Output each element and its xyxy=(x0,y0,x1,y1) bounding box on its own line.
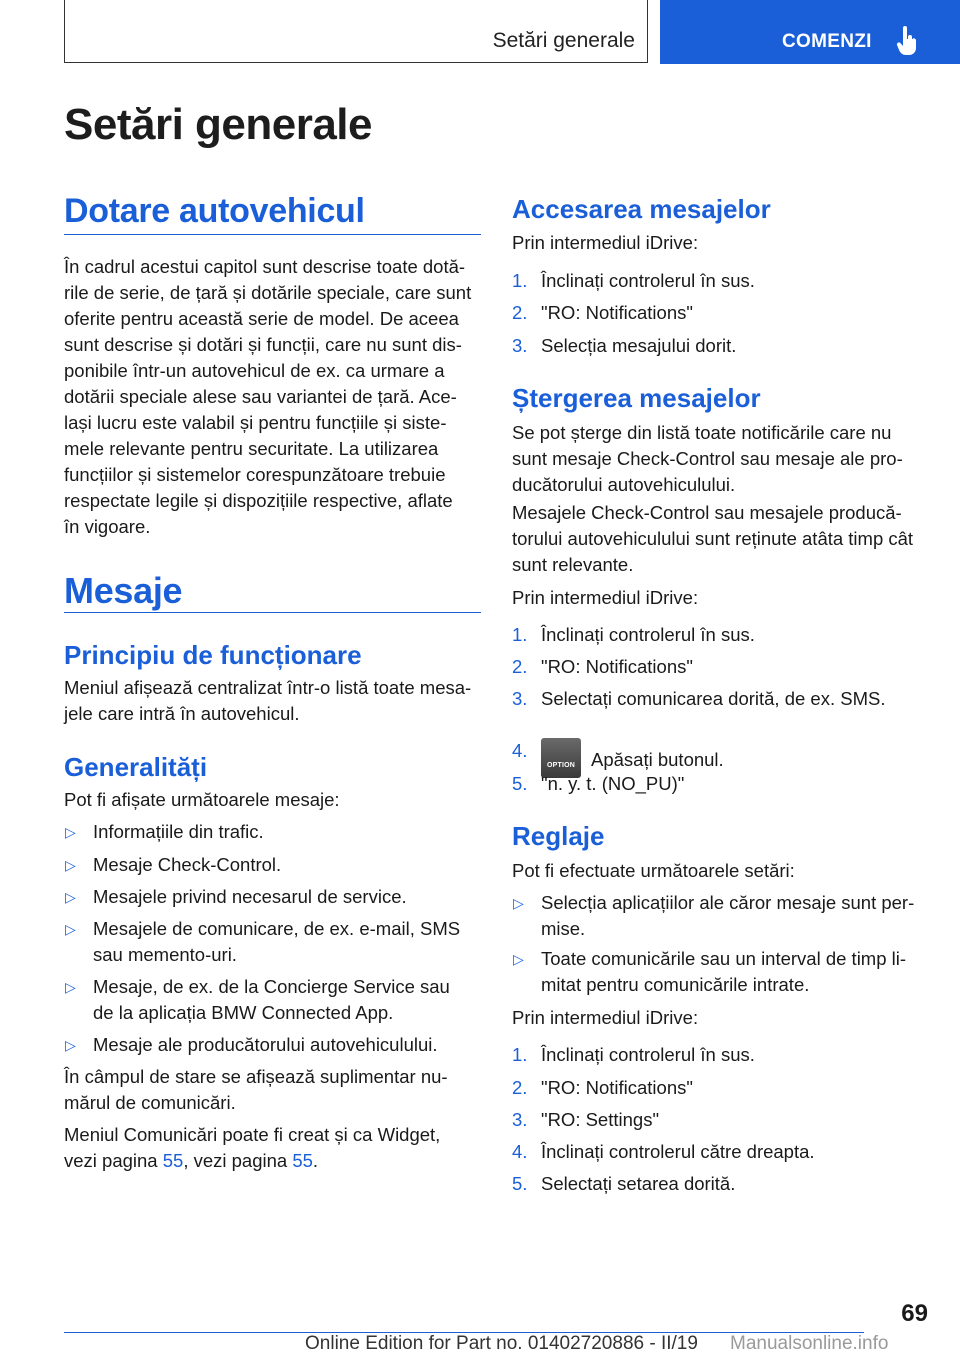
step-item: 1. Înclinați controlerul în sus. xyxy=(512,1044,755,1065)
text-line: dotării speciale alese sau variantei de țară. Ace- xyxy=(64,386,457,407)
text-line: respectate legile și dispozițiile respective, aflate xyxy=(64,490,453,511)
generalitati-heading: Generalități xyxy=(64,752,208,782)
section-tab-label: Setări generale xyxy=(492,29,635,52)
step-item: 5. Selectați setarea dorită. xyxy=(512,1173,736,1194)
list-item: ▷ Mesaje ale producătorului autovehiculului. xyxy=(64,1032,481,1058)
triangle-bullet-icon: ▷ xyxy=(65,921,76,937)
page-link[interactable]: 55 xyxy=(162,1150,184,1171)
text-line: rile de serie, de țară și dotările speciale, care sunt xyxy=(64,282,472,303)
list-item: ▷ Mesaje, de ex. de la Concierge Service sau de la aplicația BMW Connected App. xyxy=(65,976,450,1023)
accesarea-heading: Accesarea mesajelor xyxy=(512,194,771,224)
stergerea-paragraph-1 xyxy=(512,420,930,498)
mesaje-rule xyxy=(64,612,481,613)
step-item: 1. Înclinați controlerul în sus. xyxy=(512,624,755,645)
accesarea-intro: Prin intermediul iDrive: xyxy=(512,232,699,253)
list-item: ▷ Toate comunicările sau un interval de timp li- mitat pentru comunicările intrate. xyxy=(513,948,907,995)
edition-text: Online Edition for Part no. 01402720886 - II/19 xyxy=(305,1333,698,1354)
list-item: ▷ Informațiile din trafic. xyxy=(64,819,481,845)
hand-pointer-icon xyxy=(896,26,918,56)
text-line: Meniul afișează centralizat într-o listă toate mesa- xyxy=(64,677,472,698)
step-item: 3. "RO: Settings" xyxy=(512,1109,660,1130)
text-line: oferite pentru această serie de model. De aceea xyxy=(64,308,459,329)
list-item: ▷ Selecția aplicațiilor ale căror mesaje sunt per- mise. xyxy=(513,892,915,939)
stergerea-heading: Ștergerea mesajelor xyxy=(512,383,761,413)
list-item: ▷ Mesaje Check-Control. xyxy=(64,852,481,878)
triangle-bullet-icon: ▷ xyxy=(65,824,76,840)
principiu-paragraph xyxy=(64,675,481,727)
stergerea-paragraph-2 xyxy=(512,500,930,578)
triangle-bullet-icon: ▷ xyxy=(65,979,76,995)
text-line: ducătorului autovehiculului. xyxy=(512,474,736,495)
text-line: mele relevante pentru securitate. La utilizarea xyxy=(64,438,439,459)
text-line: jele care intră în autovehicul. xyxy=(64,703,300,724)
page-number: 69 xyxy=(901,1300,928,1327)
dotare-heading: Dotare autovehicul xyxy=(64,192,365,230)
mesaje-heading: Mesaje xyxy=(64,570,183,611)
text-line: ponibile într-un autovehicul de ex. ca urmare a xyxy=(64,360,445,381)
step-item: 2. "RO: Notifications" xyxy=(512,1077,693,1098)
widget-paragraph xyxy=(64,1122,481,1174)
comenzi-nav-label: COMENZI xyxy=(782,31,872,52)
dotare-paragraph xyxy=(64,254,481,540)
step-item: 3. Selecția mesajului dorit. xyxy=(512,335,737,356)
step-item: 3. Selectați comunicarea dorită, de ex. SMS. xyxy=(512,688,886,709)
reglaje-intro-2: Prin intermediul iDrive: xyxy=(512,1007,699,1028)
status-paragraph xyxy=(64,1064,481,1116)
triangle-bullet-icon: ▷ xyxy=(65,1037,76,1053)
text-line: sunt descrise și dotări și funcții, care nu sunt dis- xyxy=(64,334,462,355)
text-line: sunt relevante. xyxy=(512,554,634,575)
triangle-bullet-icon: ▷ xyxy=(65,889,76,905)
option-button-icon: OPTION xyxy=(541,738,581,778)
step-item: 1. Înclinați controlerul în sus. xyxy=(512,270,755,291)
reglaje-heading: Reglaje xyxy=(512,821,605,851)
list-item: ▷ Mesajele de comunicare, de ex. e-mail, SMS sau memento-uri. xyxy=(65,918,461,965)
text-line: lași lucru este valabil și pentru funcțiile și siste- xyxy=(64,412,447,433)
text-line: Meniul Comunicări poate fi creat și ca Widget, xyxy=(64,1124,441,1145)
text-line: funcțiilor și sistemelor corespunzătoare trebuie xyxy=(64,464,446,485)
triangle-bullet-icon: ▷ xyxy=(513,895,524,911)
text-line: în vigoare. xyxy=(64,516,151,537)
step-item: 2. "RO: Notifications" xyxy=(512,656,693,677)
generalitati-intro: Pot fi afișate următoarele mesaje: xyxy=(64,789,340,810)
text-line: Mesajele Check-Control sau mesajele producă- xyxy=(512,502,902,523)
text-line: Se pot șterge din listă toate notificările care nu xyxy=(512,422,892,443)
step-item: 4. OPTION Apăsați butonul. xyxy=(512,738,930,778)
step-item: 4. Înclinați controlerul către dreapta. xyxy=(512,1141,815,1162)
stergerea-intro: Prin intermediul iDrive: xyxy=(512,587,699,608)
triangle-bullet-icon: ▷ xyxy=(65,857,76,873)
list-item: ▷ Mesajele privind necesarul de service. xyxy=(64,884,481,910)
page-title: Setări generale xyxy=(64,100,372,149)
reglaje-intro: Pot fi efectuate următoarele setări: xyxy=(512,860,795,881)
text-line: vezi pagina 55, vezi pagina 55. xyxy=(64,1150,319,1171)
dotare-rule xyxy=(64,234,481,235)
text-line: În cadrul acestui capitol sunt descrise toate dotă- xyxy=(64,256,466,277)
principiu-heading: Principiu de funcționare xyxy=(64,640,362,670)
text-line: În câmpul de stare se afișează suplimentar nu- xyxy=(64,1066,448,1087)
text-line: torului autovehiculului sunt reținute atâta timp cât xyxy=(512,528,914,549)
section-tab xyxy=(64,0,648,63)
step-item: 5. "n. y. t. (NO_PU)" xyxy=(512,773,685,794)
triangle-bullet-icon: ▷ xyxy=(513,951,524,967)
watermark: Manualsonline.info xyxy=(730,1333,889,1354)
page-link[interactable]: 55 xyxy=(292,1150,313,1171)
step-item: 2. "RO: Notifications" xyxy=(512,302,693,323)
comenzi-nav-button[interactable] xyxy=(660,0,960,64)
text-line: sunt mesaje Check-Control sau mesaje ale pro- xyxy=(512,448,903,469)
text-line: mărul de comunicări. xyxy=(64,1092,236,1113)
